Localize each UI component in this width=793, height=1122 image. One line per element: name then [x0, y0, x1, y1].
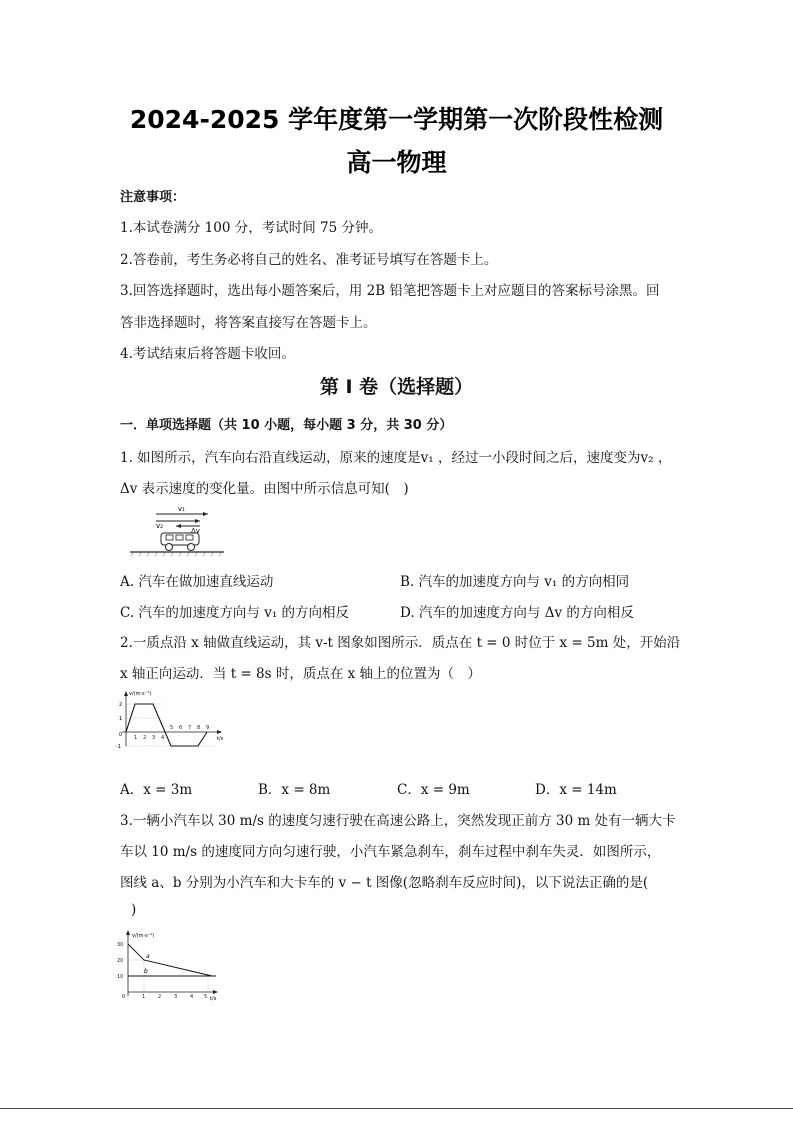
q1-fig-v2: v₂ — [156, 522, 163, 530]
q2-ytick: 2 — [119, 702, 123, 708]
q2-xtick: 7 — [188, 725, 192, 731]
q2-xtick: 3 — [152, 735, 156, 741]
q2-vt-curve — [126, 704, 210, 746]
q1-stem-line2: Δv 表示速度的变化量。由图中所示信息可知( ) — [120, 481, 409, 497]
q2-stem-line2: x 轴正向运动．当 t = 8s 时，质点在 x 轴上的位置为（ ） — [120, 666, 482, 682]
notice-heading: 注意事项： — [120, 190, 186, 205]
q2-xtick: 2 — [143, 735, 147, 741]
exam-subject: 高一物理 — [346, 148, 447, 177]
q3-ylabel: v/(m·s⁻¹) — [132, 933, 155, 939]
q3-xtick: 4 — [190, 994, 194, 1000]
q1-option-d: D. 汽车的加速度方向与 Δv 的方向相反 — [400, 605, 634, 621]
q1-option-b: B. 汽车的加速度方向与 v₁ 的方向相同 — [400, 574, 630, 590]
q2-xtick: 6 — [179, 725, 183, 731]
q3-vt-graph — [116, 928, 222, 1002]
q3-stem-line3: 图线 a、b 分别为小汽车和大卡车的 v − t 图像(忽略刹车反应时间)，以下说法正确的是( — [120, 875, 649, 891]
q2-ytick: 0 — [119, 732, 123, 738]
q3-stem-line2: 车以 10 m/s 的速度同方向匀速行驶，小汽车紧急刹车，刹车过程中刹车失灵．如图所示， — [120, 844, 661, 860]
q1-car-figure — [128, 502, 228, 558]
notice-item-2: 2.答卷前，考生务必将自己的姓名、准考证号填写在答题卡上。 — [120, 252, 498, 268]
q2-xtick: 9 — [206, 725, 210, 731]
q2-xlabel: t/s — [217, 736, 224, 742]
exam-title: 2024-2025 学年度第一学期第一次阶段性检测 — [129, 105, 664, 134]
q2-vt-graph — [116, 688, 228, 754]
q3-label-a: a — [146, 953, 150, 960]
q3-stem-line1: 3.一辆小汽车以 30 m/s 的速度匀速行驶在高速公路上，突然发现正前方 30 m 处有一辆大卡 — [120, 813, 676, 829]
page-bottom-divider — [0, 1108, 793, 1109]
q3-ytick: 0 — [122, 994, 126, 1000]
q2-ytick: -1 — [116, 744, 121, 750]
q3-stem-line4: ) — [131, 902, 137, 918]
q2-option-d: D．x = 14m — [535, 782, 617, 798]
q3-xtick: 3 — [174, 994, 178, 1000]
q3-ytick: 20 — [117, 958, 124, 964]
part-heading: 一．单项选择题（共 10 小题，每小题 3 分，共 30 分） — [120, 418, 453, 433]
notice-item-1: 1.本试卷满分 100 分，考试时间 75 分钟。 — [120, 220, 382, 236]
q2-ytick: 1 — [119, 716, 123, 722]
q2-option-c: C．x = 9m — [397, 782, 470, 798]
q3-xtick: 5 — [204, 994, 208, 1000]
q3-xlabel: t/s — [210, 996, 217, 1002]
q3-xtick: 1 — [142, 994, 146, 1000]
q2-xtick: 1 — [134, 735, 138, 741]
q3-label-b: b — [144, 968, 148, 975]
q1-option-a: A. 汽车在做加速直线运动 — [120, 574, 274, 590]
q2-option-b: B．x = 8m — [258, 782, 331, 798]
q2-stem-line1: 2.一质点沿 x 轴做直线运动，其 v-t 图象如图所示．质点在 t = 0 时位于 x = 5m 处，开始沿 — [120, 635, 681, 651]
q1-fig-v1: v₁ — [178, 505, 185, 513]
car-icon — [161, 533, 199, 551]
q3-xtick: 2 — [158, 994, 162, 1000]
q3-ytick: 30 — [117, 942, 124, 948]
q1-option-c: C. 汽车的加速度方向与 v₁ 的方向相反 — [120, 605, 350, 621]
notice-item-3: 3.回答选择题时，选出每小题答案后，用 2B 铅笔把答题卡上对应题目的答案标号涂黑。回 — [120, 283, 660, 299]
q2-xtick: 8 — [197, 725, 201, 731]
q2-xtick: 4 — [161, 735, 165, 741]
q1-fig-dv: Δv — [191, 527, 200, 535]
notice-item-3-cont: 答非选择题时，将答案直接写在答题卡上。 — [120, 315, 377, 331]
notice-item-4: 4.考试结束后将答题卡收回。 — [120, 346, 295, 362]
q3-ytick: 10 — [117, 974, 124, 980]
q2-ylabel: v/(m·s⁻¹) — [129, 691, 152, 697]
q2-xtick: 5 — [170, 725, 174, 731]
q2-option-a: A．x = 3m — [120, 782, 193, 798]
section-title: 第 I 卷（选择题） — [319, 376, 474, 398]
q1-stem-line1: 1. 如图所示，汽车向右沿直线运动，原来的速度是v₁ ，经过一小段时间之后，速度变为v₂ ， — [120, 450, 672, 466]
